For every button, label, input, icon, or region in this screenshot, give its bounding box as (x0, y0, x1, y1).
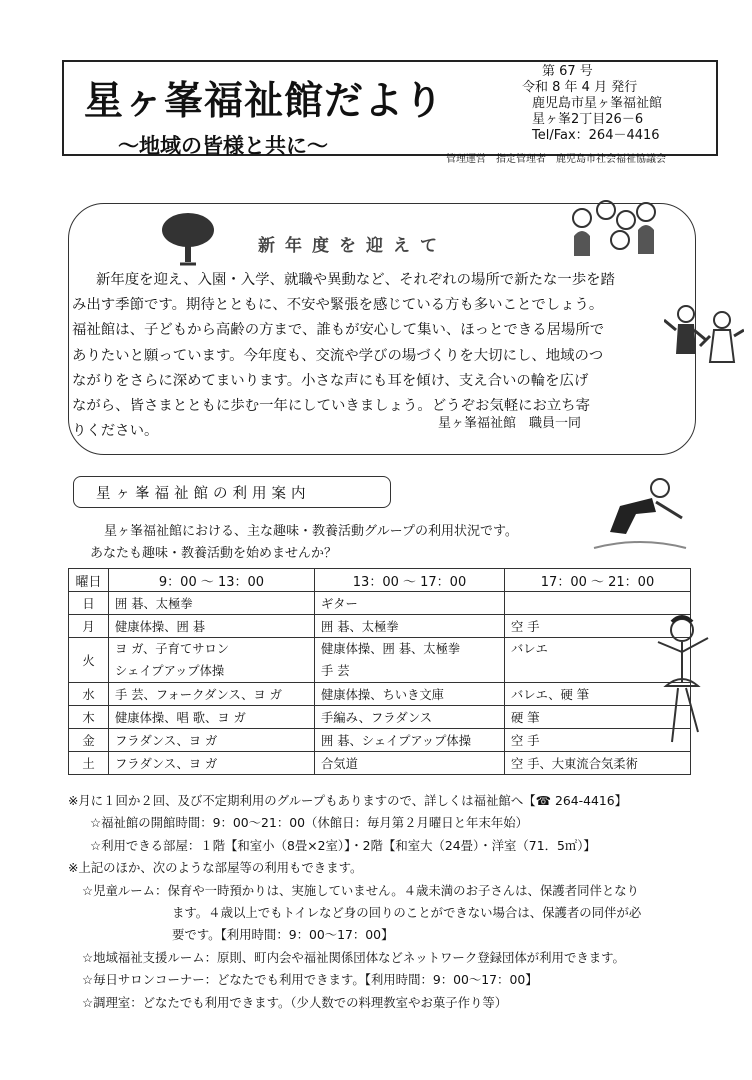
cell-line: ヨ ガ、子育てサロン (115, 642, 230, 656)
address-line-1: 鹿児島市星ヶ峯福祉館 (532, 96, 663, 111)
note-other-rooms: ※上記のほか、次のような部屋等の利用もできます。 (68, 860, 363, 876)
guide-intro-line-2: あなたも趣味・教養活動を始めませんか？ (90, 546, 338, 561)
guide-heading: 星ヶ峯福祉館の利用案内 (96, 486, 311, 502)
guide-intro (90, 521, 518, 565)
morning-cell: 手 芸、フォークダンス、ヨ ガ (109, 683, 315, 706)
morning-cell: フラダンス、ヨ ガ (109, 752, 315, 775)
evening-cell: 硬 筆 (505, 706, 691, 729)
schedule-table (68, 568, 691, 775)
address-line-2: 星ヶ峯2丁目26－6 (532, 112, 644, 127)
table-row (69, 706, 691, 729)
day-cell: 木 (69, 706, 109, 729)
evening-cell: 空 手 (505, 729, 691, 752)
day-cell: 火 (69, 638, 109, 683)
day-cell: 金 (69, 729, 109, 752)
note-salon: ☆毎日サロンコーナー：どなたでも利用できます。【利用時間：9：00～17：00】 (82, 972, 538, 988)
cell-line: バレエ (511, 642, 548, 656)
header-evening: 17：00 ～ 21：00 (505, 569, 691, 592)
note-hours: ☆福祉館の開館時間：9：00～21：00（休館日：毎月第２月曜日と年末年始） (90, 815, 529, 831)
operator-line: 管理運営 指定管理者 鹿児島市社会福祉協議会 (446, 154, 666, 165)
note-children-room-cont: 要です。【利用時間：9：00～17：00】 (172, 927, 394, 943)
morning-cell: 健康体操、唱 歌、ヨ ガ (109, 706, 315, 729)
day-cell: 月 (69, 615, 109, 638)
tel-fax: Tel/Fax：264－4416 (532, 128, 660, 143)
header-morning: 9：00 ～ 13：00 (109, 569, 315, 592)
greeting-line: ありたいと願っています。今年度も、交流や学びの場づくりを大切にし、地域のつ (72, 347, 604, 364)
notes-section (68, 790, 748, 1014)
greeting-line: ながら、皆さまとともに歩む一年にしていきましょう。どうぞお気軽にお立ち寄 (72, 398, 591, 415)
evening-cell: バレエ、硬 筆 (505, 683, 691, 706)
cell-line: 手 芸 (321, 664, 350, 678)
table-row (69, 729, 691, 752)
afternoon-cell: 合気道 (315, 752, 505, 775)
afternoon-cell: 囲 碁、太極拳 (315, 615, 505, 638)
greeting-line: 福祉館は、子どもから高齢の方まで、誰もが安心して集い、ほっとできる居場所で (72, 322, 605, 339)
table-row (69, 683, 691, 706)
day-cell: 水 (69, 683, 109, 706)
evening-cell: 空 手、大東流合気柔術 (505, 752, 691, 775)
greeting-line: 新年度を迎え、入園・入学、就職や異動など、それぞれの場所で新たな一歩を踏 (96, 272, 615, 288)
newsletter-subtitle: ～地域の皆様と共に～ (118, 134, 328, 158)
issue-info (522, 64, 722, 144)
tree-icon (158, 210, 218, 266)
greeting-signature: 星ヶ峯福祉館 職員一同 (438, 416, 582, 431)
guide-intro-line-1: 星ヶ峯福祉館における、主な趣味・教養活動グループの利用状況です。 (104, 524, 518, 539)
people-group-icon (560, 196, 670, 262)
greeting-body (72, 268, 676, 444)
evening-cell: 空 手 (505, 615, 691, 638)
header-afternoon: 13：00 ～ 17：00 (315, 569, 505, 592)
table-row (69, 592, 691, 615)
table-row (69, 752, 691, 775)
header-day: 曜日 (69, 569, 109, 592)
note-children-room: ☆児童ルーム：保育や一時預かりは、実施していません。４歳未満のお子さんは、保護者同伴となり (82, 882, 640, 898)
note-children-room-cont: ます。４歳以上でもトイレなど身の回りのことができない場合は、保護者の同伴が必 (172, 905, 642, 921)
afternoon-cell: 囲 碁、シェイプアップ体操 (315, 729, 505, 752)
welcoming-people-icon (664, 300, 744, 380)
ballerina-icon (652, 612, 716, 762)
stretching-person-icon (590, 472, 690, 554)
cell-line: 健康体操、囲 碁、太極拳 (321, 642, 461, 656)
cell-line: シェイプアップ体操 (115, 664, 225, 678)
table-header-row (69, 569, 691, 592)
issue-number: 第 67 号 (542, 64, 593, 79)
newsletter-title: 星ヶ峯福祉館だより (84, 79, 445, 124)
morning-cell: 囲 碁、太極拳 (109, 592, 315, 615)
note-cooking: ☆調理室：どなたでも利用できます。（少人数での料理教室やお菓子作り等） (82, 994, 508, 1010)
morning-cell: フラダンス、ヨ ガ (109, 729, 315, 752)
afternoon-cell: 健康体操、ちいき文庫 (315, 683, 505, 706)
greeting-line: み出す季節です。期待とともに、不安や緊張を感じている方も多いことでしょう。 (72, 297, 604, 314)
day-cell: 土 (69, 752, 109, 775)
greeting-line: りください。 (72, 423, 159, 440)
morning-cell: 健康体操、囲 碁 (109, 615, 315, 638)
day-cell: 日 (69, 592, 109, 615)
table-row (69, 615, 691, 638)
greeting-heading: 新年度を迎えて (258, 236, 447, 256)
note-regional-room: ☆地域福祉支援ルーム：原則、町内会や福祉関係団体などネットワーク登録団体が利用できます。 (82, 949, 625, 965)
greeting-line: ながりをさらに深めてまいります。小さな声にも耳を傾け、支え合いの輪を広げ (72, 372, 589, 389)
issue-date: 令和 8 年 4 月 発行 (522, 80, 638, 95)
table-row (69, 638, 691, 683)
afternoon-cell: 手編み、フラダンス (315, 706, 505, 729)
afternoon-cell (315, 638, 505, 683)
note-rooms: ☆利用できる部屋：１階【和室小（8畳×2室）】・2階【和室大（24畳）・洋室（71．5㎡）】 (90, 837, 596, 853)
morning-cell (109, 638, 315, 683)
note-monthly: ※月に１回か２回、及び不定期利用のグループもありますので、詳しくは福祉館へ【☎ 264-4416】 (68, 793, 628, 808)
afternoon-cell: ギター (315, 592, 505, 615)
